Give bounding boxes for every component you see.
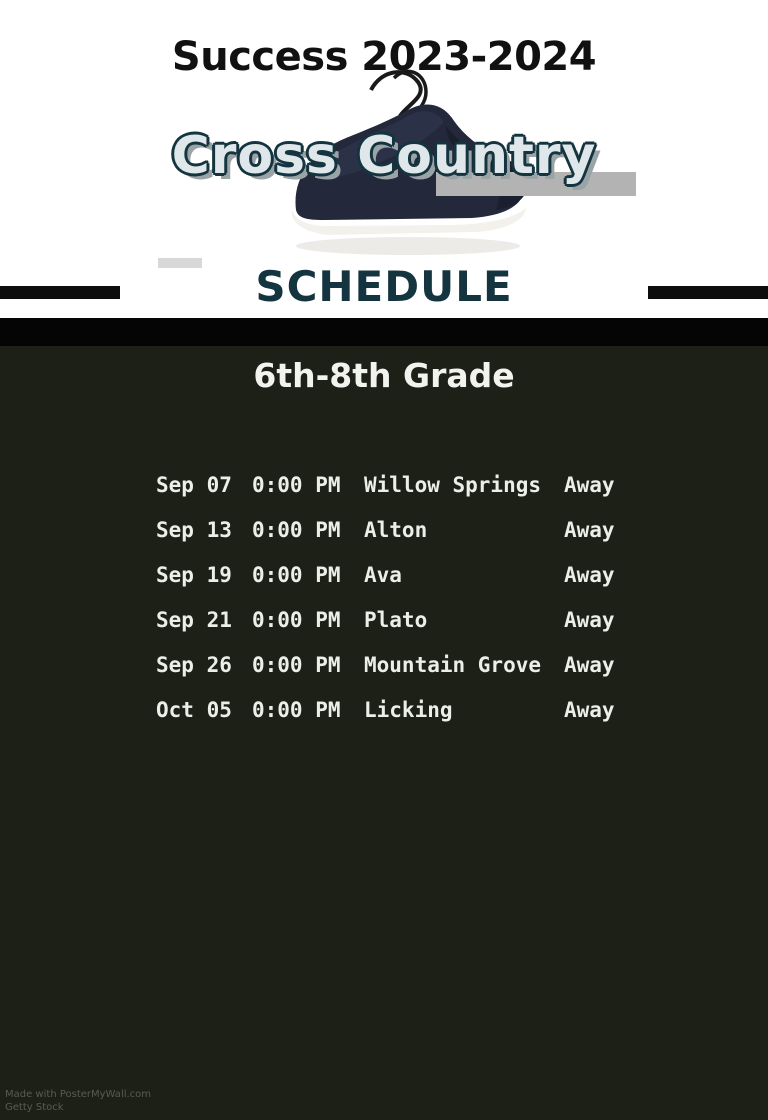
game-date: Sep 26 bbox=[156, 653, 232, 677]
game-opponent: Licking bbox=[364, 698, 453, 722]
watermark bbox=[5, 1088, 151, 1114]
game-location: Away bbox=[564, 518, 615, 542]
game-location: Away bbox=[564, 653, 615, 677]
game-date: Sep 13 bbox=[156, 518, 232, 542]
table-row bbox=[156, 508, 654, 553]
game-location: Away bbox=[564, 473, 615, 497]
game-opponent: Alton bbox=[364, 518, 428, 542]
game-date: Sep 19 bbox=[156, 563, 232, 587]
game-location: Away bbox=[564, 563, 615, 587]
game-opponent: Ava bbox=[364, 563, 402, 587]
table-row bbox=[156, 463, 654, 508]
grade-title: 6th-8th Grade bbox=[253, 356, 515, 395]
game-date: Sep 21 bbox=[156, 608, 232, 632]
game-time: 0:00 PM bbox=[252, 563, 341, 587]
game-time: 0:00 PM bbox=[252, 653, 341, 677]
table-row bbox=[156, 598, 654, 643]
game-date: Sep 07 bbox=[156, 473, 232, 497]
game-time: 0:00 PM bbox=[252, 608, 341, 632]
game-opponent: Willow Springs bbox=[364, 473, 542, 497]
schedule-table bbox=[156, 463, 654, 733]
game-time: 0:00 PM bbox=[252, 518, 341, 542]
page-title-schedule: SCHEDULE bbox=[255, 262, 513, 311]
table-row bbox=[156, 553, 654, 598]
game-date: Oct 05 bbox=[156, 698, 232, 722]
schedule-table-body bbox=[156, 463, 654, 733]
poster-header bbox=[0, 0, 768, 318]
black-band bbox=[0, 318, 768, 346]
game-time: 0:00 PM bbox=[252, 698, 341, 722]
table-row bbox=[156, 688, 654, 733]
poster-body bbox=[0, 318, 768, 1120]
game-time: 0:00 PM bbox=[252, 473, 341, 497]
table-row bbox=[156, 643, 654, 688]
game-location: Away bbox=[564, 608, 615, 632]
page-title-sport bbox=[0, 126, 768, 186]
sport-title-text: Cross Country bbox=[171, 126, 597, 186]
watermark-line-1: Made with PosterMyWall.com bbox=[5, 1089, 152, 1100]
game-opponent: Plato bbox=[364, 608, 428, 632]
watermark-line-2: Getty Stock bbox=[5, 1102, 64, 1113]
game-opponent: Mountain Grove bbox=[364, 653, 542, 677]
game-location: Away bbox=[564, 698, 615, 722]
page-title-season: Success 2023-2024 bbox=[171, 34, 597, 80]
